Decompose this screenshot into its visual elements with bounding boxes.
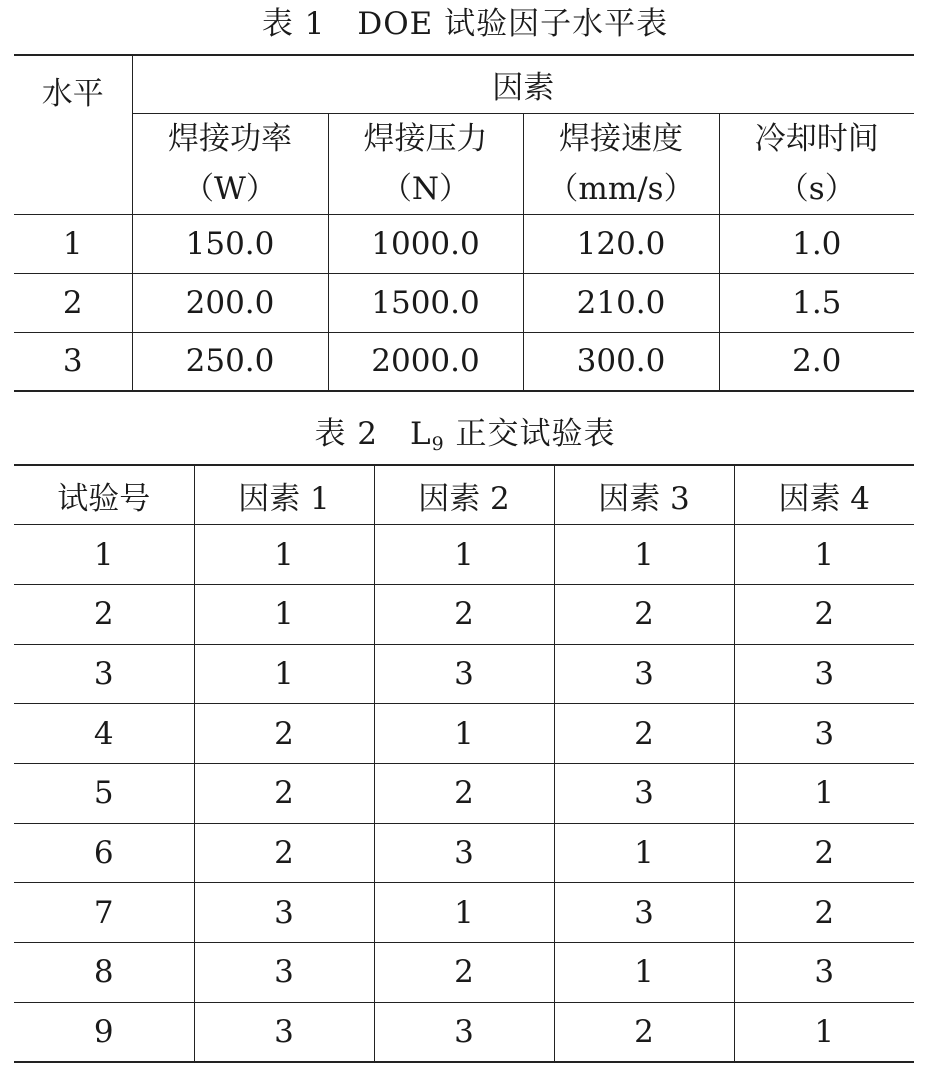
table-cell: 3 [374, 1002, 554, 1062]
value-cell: 120.0 [523, 214, 719, 273]
table-cell: 2 [194, 823, 374, 883]
table-cell: 4 [14, 704, 194, 764]
table-cell: 3 [374, 823, 554, 883]
table-cell: 2 [734, 823, 914, 883]
table-row [14, 704, 914, 764]
table-cell: 1 [734, 1002, 914, 1062]
table-cell: 2 [554, 704, 734, 764]
table-cell: 2 [374, 763, 554, 823]
column-header-welding-speed [523, 113, 719, 214]
value-cell: 2.0 [719, 332, 914, 391]
table-cell: 8 [14, 943, 194, 1003]
table-cell: 3 [554, 763, 734, 823]
table-cell: 2 [554, 584, 734, 644]
table-cell: 1 [194, 525, 374, 585]
table2-caption-suffix: 正交试验表 [444, 416, 616, 452]
table-cell: 2 [554, 1002, 734, 1062]
table-row [14, 525, 914, 585]
column-unit: （mm/s） [547, 170, 695, 207]
value-cell: 1.5 [719, 273, 914, 332]
table-cell: 2 [374, 584, 554, 644]
level-header: 水平 [14, 55, 132, 214]
table-cell: 3 [734, 644, 914, 704]
table-cell: 1 [554, 823, 734, 883]
table-cell: 5 [14, 763, 194, 823]
level-cell: 3 [14, 332, 132, 391]
table-cell: 2 [194, 763, 374, 823]
column-name: 焊接压力 [363, 120, 488, 157]
value-cell: 200.0 [132, 273, 328, 332]
table2-caption [0, 414, 930, 454]
table-cell: 1 [374, 525, 554, 585]
table-cell: 6 [14, 823, 194, 883]
table-cell: 1 [194, 644, 374, 704]
value-cell: 250.0 [132, 332, 328, 391]
table-cell: 2 [734, 883, 914, 943]
table-cell: 3 [554, 883, 734, 943]
table-cell: 3 [734, 704, 914, 764]
column-header-welding-pressure [328, 113, 523, 214]
table-row [14, 943, 914, 1003]
table-row [14, 763, 914, 823]
table-cell: 1 [554, 943, 734, 1003]
table-cell: 2 [14, 584, 194, 644]
table-row [14, 883, 914, 943]
column-header: 因素 1 [194, 465, 374, 525]
table-cell: 1 [194, 584, 374, 644]
table-row [14, 273, 914, 332]
level-cell: 2 [14, 273, 132, 332]
value-cell: 2000.0 [328, 332, 523, 391]
value-cell: 150.0 [132, 214, 328, 273]
column-unit: （s） [777, 170, 856, 207]
value-cell: 1.0 [719, 214, 914, 273]
table-cell: 1 [554, 525, 734, 585]
column-header: 因素 4 [734, 465, 914, 525]
table-cell: 3 [734, 943, 914, 1003]
table-row [14, 214, 914, 273]
level-cell: 1 [14, 214, 132, 273]
value-cell: 1000.0 [328, 214, 523, 273]
column-header: 试验号 [14, 465, 194, 525]
table-cell: 3 [194, 1002, 374, 1062]
table-row [14, 332, 914, 391]
table-cell: 9 [14, 1002, 194, 1062]
table-cell: 1 [14, 525, 194, 585]
table-cell: 7 [14, 883, 194, 943]
column-name: 焊接功率 [168, 120, 292, 157]
column-unit: （N） [380, 170, 471, 207]
value-cell: 1500.0 [328, 273, 523, 332]
column-name: 焊接速度 [559, 120, 683, 157]
table-cell: 2 [194, 704, 374, 764]
value-cell: 300.0 [523, 332, 719, 391]
table-cell: 3 [194, 883, 374, 943]
table-row [14, 644, 914, 704]
table-cell: 3 [194, 943, 374, 1003]
column-name: 冷却时间 [754, 120, 879, 157]
column-header-cooling-time [719, 113, 914, 214]
table2-caption-subscript: 9 [431, 433, 445, 455]
table2-caption-prefix: 表 2 L [314, 416, 432, 452]
table-cell: 1 [734, 763, 914, 823]
factors-header: 因素 [132, 55, 914, 113]
doe-factor-level-table [14, 54, 914, 392]
table-cell: 1 [374, 704, 554, 764]
table-cell: 3 [374, 644, 554, 704]
orthogonal-array-table [14, 464, 914, 1063]
table-row [14, 823, 914, 883]
table-cell: 1 [374, 883, 554, 943]
column-unit: （W） [183, 170, 277, 207]
table1-caption: 表 1 DOE 试验因子水平表 [261, 6, 669, 42]
column-header: 因素 2 [374, 465, 554, 525]
table-cell: 1 [734, 525, 914, 585]
value-cell: 210.0 [523, 273, 719, 332]
table-cell: 2 [374, 943, 554, 1003]
table2-header-row [14, 465, 914, 525]
table-cell: 2 [734, 584, 914, 644]
column-header: 因素 3 [554, 465, 734, 525]
table1-column-row [14, 113, 914, 214]
table-cell: 3 [554, 644, 734, 704]
table-cell: 3 [14, 644, 194, 704]
table-row [14, 1002, 914, 1062]
table-row [14, 584, 914, 644]
column-header-welding-power [132, 113, 328, 214]
table1-header-row [14, 55, 914, 113]
